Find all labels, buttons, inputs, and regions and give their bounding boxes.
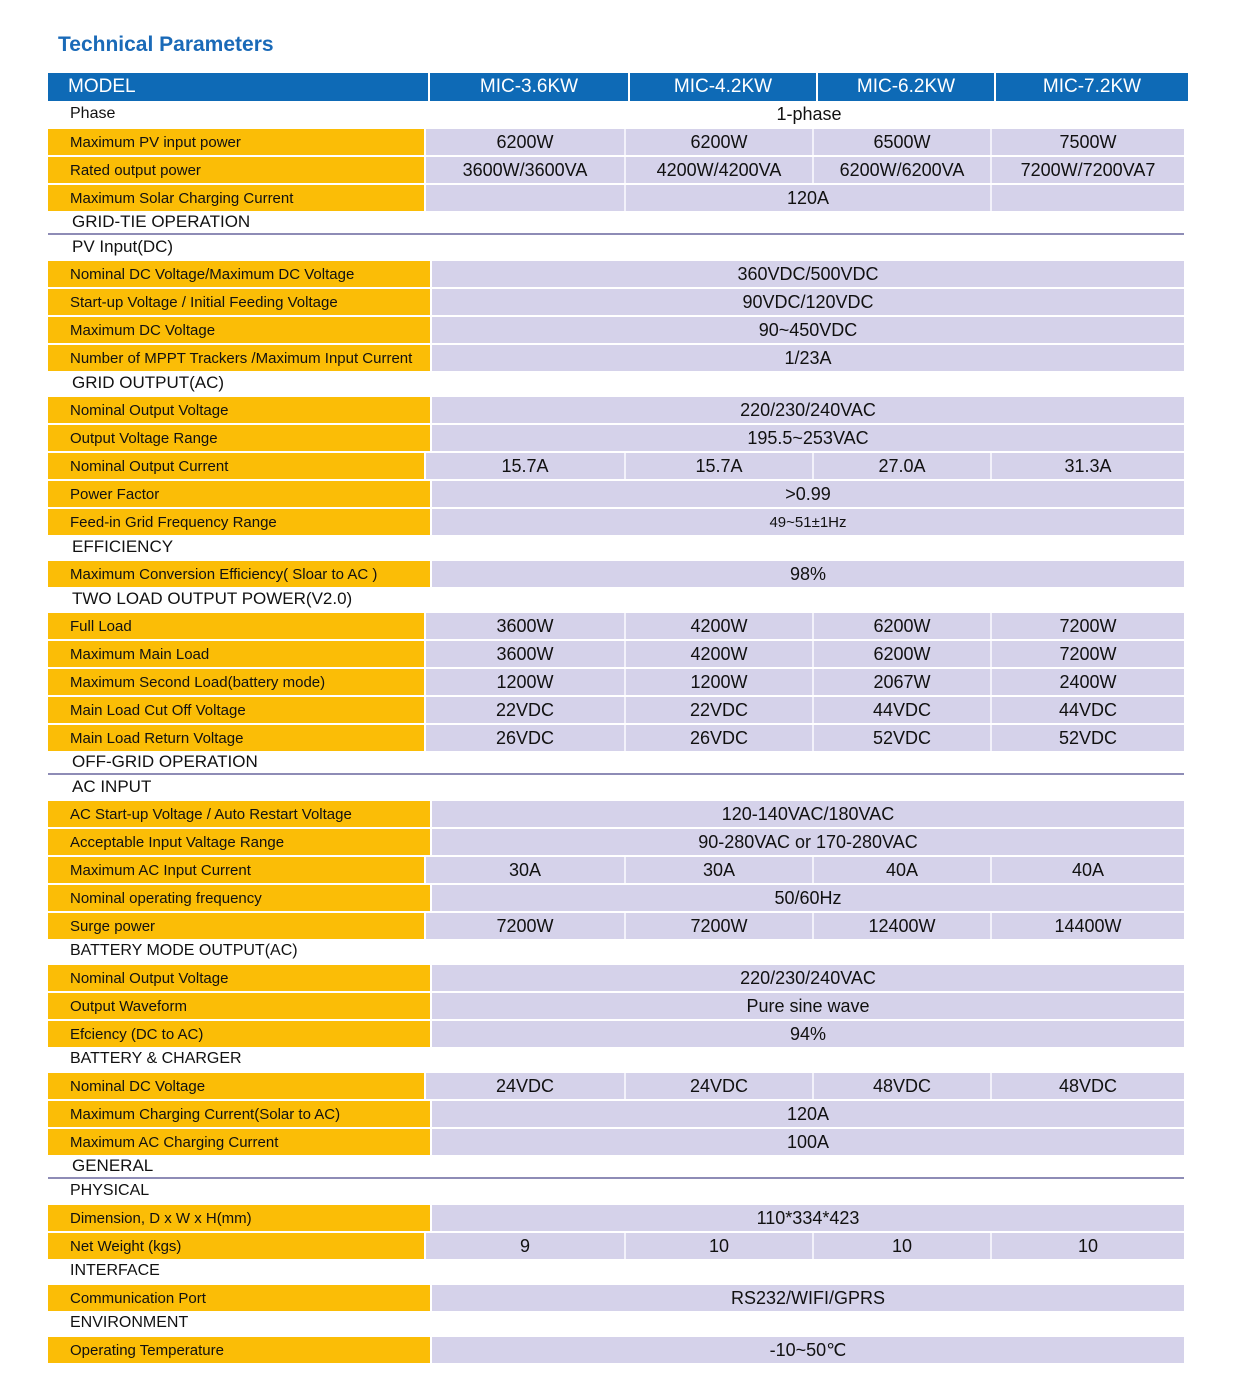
subsection-heading: INTERFACE [70,1262,160,1279]
row-value: 1200W [426,669,626,695]
table-row [48,453,1188,479]
spec-table [48,73,1188,1363]
row-value: 44VDC [814,697,992,723]
row-value: 98% [432,561,1184,587]
row-value: 1-phase [776,103,842,124]
row-values [432,317,1184,343]
row-label: Start-up Voltage / Initial Feeding Voltage [48,289,430,315]
row-value: 7500W [992,129,1184,155]
row-value: 120-140VAC/180VAC [432,801,1184,827]
row-label: Nominal DC Voltage [48,1073,424,1099]
row-label: Nominal DC Voltage/Maximum DC Voltage [48,261,430,287]
subsection-heading: BATTERY & CHARGER [70,1050,242,1067]
row-values [426,857,1184,883]
row-value: 24VDC [426,1073,626,1099]
table-row [48,1073,1188,1099]
row-value: 15.7A [426,453,626,479]
section-heading: GENERAL [48,1155,1184,1179]
table-row [48,425,1188,451]
row-value: 7200W [992,641,1184,667]
row-value: 195.5~253VAC [432,425,1184,451]
row-values [432,397,1184,423]
row-value: 3600W/3600VA [426,157,626,183]
row-value: 6500W [814,129,992,155]
row-label: AC Start-up Voltage / Auto Restart Voltage [48,801,430,827]
row-label: Maximum DC Voltage [48,317,430,343]
row-value: 40A [814,857,992,883]
row-label: Nominal Output Voltage [48,397,430,423]
row-values [426,669,1184,695]
row-value: 120A [626,185,992,211]
row-values [432,801,1184,827]
row-value: 2400W [992,669,1184,695]
row-values [432,261,1184,287]
table-row [48,1101,1188,1127]
row-values [426,129,1184,155]
row-label: Full Load [48,613,424,639]
row-label: Maximum PV input power [48,129,424,155]
row-values [432,993,1184,1019]
row-values [432,1205,1184,1231]
row-label: Maximum Conversion Efficiency( Sloar to AC ) [48,561,430,587]
row-label: Maximum Solar Charging Current [48,185,424,211]
table-row [48,913,1188,939]
row-value: 1/23A [432,345,1184,371]
row-label: Main Load Cut Off Voltage [48,697,424,723]
row-value-empty [426,185,626,211]
row-label: Output Voltage Range [48,425,430,451]
row-value: 22VDC [426,697,626,723]
table-header [48,73,1188,101]
row-values [432,1021,1184,1047]
table-row [48,185,1188,211]
row-values [426,613,1184,639]
row-values [426,157,1184,183]
row-values [432,425,1184,451]
row-value: >0.99 [432,481,1184,507]
row-label: Power Factor [48,481,430,507]
subsection-heading: BATTERY MODE OUTPUT(AC) [70,942,298,959]
table-body [48,129,1188,1363]
row-values [432,481,1184,507]
row-value: 90-280VAC or 170-280VAC [432,829,1184,855]
row-value: 3600W [426,641,626,667]
row-value: 220/230/240VAC [432,965,1184,991]
row-value: 90~450VDC [432,317,1184,343]
row-label: Operating Temperature [48,1337,430,1363]
section-heading: OFF-GRID OPERATION [48,751,1184,775]
row-value: 15.7A [626,453,814,479]
table-row [48,697,1188,723]
row-values [426,725,1184,751]
table-row [48,129,1188,155]
row-value: RS232/WIFI/GPRS [432,1285,1184,1311]
header-model: MIC-6.2KW [818,73,996,101]
table-row [48,481,1188,507]
row-value: 48VDC [814,1073,992,1099]
row-label: Surge power [48,913,424,939]
row-values [432,1129,1184,1155]
row-value: 6200W [426,129,626,155]
row-values [426,185,1184,211]
subsection-heading: TWO LOAD OUTPUT POWER(V2.0) [72,589,353,608]
row-values [426,913,1184,939]
row-value: 52VDC [992,725,1184,751]
table-row [48,725,1188,751]
row-label: Maximum AC Charging Current [48,1129,430,1155]
row-value: 48VDC [992,1073,1184,1099]
row-value: 4200W/4200VA [626,157,814,183]
row-value: 50/60Hz [432,885,1184,911]
table-row [48,157,1188,183]
row-values [426,697,1184,723]
table-row [48,801,1188,827]
row-value: -10~50℃ [432,1337,1184,1363]
row-value: 52VDC [814,725,992,751]
table-row [48,965,1188,991]
table-row [48,1129,1188,1155]
row-values [432,885,1184,911]
row-label: Communication Port [48,1285,430,1311]
row-label: Acceptable Input Valtage Range [48,829,430,855]
row-value: 30A [426,857,626,883]
row-label: Dimension, D x W x H(mm) [48,1205,430,1231]
row-label: Output Waveform [48,993,430,1019]
table-row [48,1205,1188,1231]
row-value: 7200W [626,913,814,939]
row-values [426,1233,1184,1259]
table-row [48,289,1188,315]
row-value: 14400W [992,913,1184,939]
row-value: 220/230/240VAC [432,397,1184,423]
header-model-label: MODEL [48,73,430,101]
row-value: 12400W [814,913,992,939]
row-value: 90VDC/120VDC [432,289,1184,315]
row-value: 7200W [992,613,1184,639]
row-label: Number of MPPT Trackers /Maximum Input Current [48,345,430,371]
row-value: 6200W [814,641,992,667]
page-title: Technical Parameters [58,33,274,56]
header-model: MIC-7.2KW [1042,76,1142,97]
row-value: 360VDC/500VDC [432,261,1184,287]
table-row [48,261,1188,287]
row-value: 120A [432,1101,1184,1127]
row-value: 44VDC [992,697,1184,723]
table-row [48,101,1188,127]
row-values [432,289,1184,315]
row-value: 100A [432,1129,1184,1155]
row-value: 6200W [626,129,814,155]
row-values [432,1337,1184,1363]
table-row [48,829,1188,855]
row-label: Maximum Charging Current(Solar to AC) [48,1101,430,1127]
table-row [48,613,1188,639]
table-row [48,1021,1188,1047]
subsection-heading: EFFICIENCY [72,537,174,556]
row-value: 49~51±1Hz [432,509,1184,535]
row-label: Phase [70,105,116,122]
table-row [48,397,1188,423]
row-value: 30A [626,857,814,883]
row-label: Maximum AC Input Current [48,857,424,883]
row-value: 10 [626,1233,814,1259]
row-value: 10 [814,1233,992,1259]
row-label: Feed-in Grid Frequency Range [48,509,430,535]
row-value: 22VDC [626,697,814,723]
row-values [432,345,1184,371]
row-label: Maximum Main Load [48,641,424,667]
row-values [432,509,1184,535]
row-label: Rated output power [48,157,424,183]
row-values [426,1073,1184,1099]
row-value: 26VDC [426,725,626,751]
row-values [426,453,1184,479]
row-value: 10 [992,1233,1184,1259]
row-value: 3600W [426,613,626,639]
row-value: 6200W/6200VA [814,157,992,183]
row-label: Nominal Output Current [48,453,424,479]
row-value: 26VDC [626,725,814,751]
row-value: 40A [992,857,1184,883]
table-row [48,857,1188,883]
subsection-heading: ENVIRONMENT [70,1314,189,1331]
row-values [432,965,1184,991]
subsection-heading: GRID OUTPUT(AC) [72,373,225,392]
row-values [432,1285,1184,1311]
section-heading: GRID-TIE OPERATION [48,211,1184,235]
table-row [48,345,1188,371]
row-label: Net Weight (kgs) [48,1233,424,1259]
table-row [48,669,1188,695]
table-row [48,885,1188,911]
row-value: 24VDC [626,1073,814,1099]
row-label: Nominal operating frequency [48,885,430,911]
row-values [426,641,1184,667]
subsection-heading: PHYSICAL [70,1182,150,1199]
table-row [48,317,1188,343]
row-label: Efciency (DC to AC) [48,1021,430,1047]
table-row [48,1233,1188,1259]
row-values [432,561,1184,587]
row-value: 94% [432,1021,1184,1047]
row-value: 6200W [814,613,992,639]
table-row [48,993,1188,1019]
row-values [432,829,1184,855]
row-value: 4200W [626,613,814,639]
header-model: MIC-3.6KW [430,73,630,101]
row-value: Pure sine wave [432,993,1184,1019]
table-row [48,509,1188,535]
table-row [48,1337,1188,1363]
row-value: 9 [426,1233,626,1259]
header-model: MIC-4.2KW [630,73,818,101]
row-value: 4200W [626,641,814,667]
table-row [48,1285,1188,1311]
row-value: 27.0A [814,453,992,479]
row-value-empty [992,185,1184,211]
row-label: Main Load Return Voltage [48,725,424,751]
row-value: 1200W [626,669,814,695]
row-value: 7200W/7200VA7 [992,157,1184,183]
row-value: 31.3A [992,453,1184,479]
subsection-heading: PV Input(DC) [72,237,174,256]
row-label: Maximum Second Load(battery mode) [48,669,424,695]
row-label: Nominal Output Voltage [48,965,430,991]
row-value: 2067W [814,669,992,695]
table-row [48,641,1188,667]
row-value: 110*334*423 [432,1205,1184,1231]
subsection-heading: AC INPUT [72,777,152,796]
row-value: 7200W [426,913,626,939]
table-row [48,561,1188,587]
row-values [432,1101,1184,1127]
